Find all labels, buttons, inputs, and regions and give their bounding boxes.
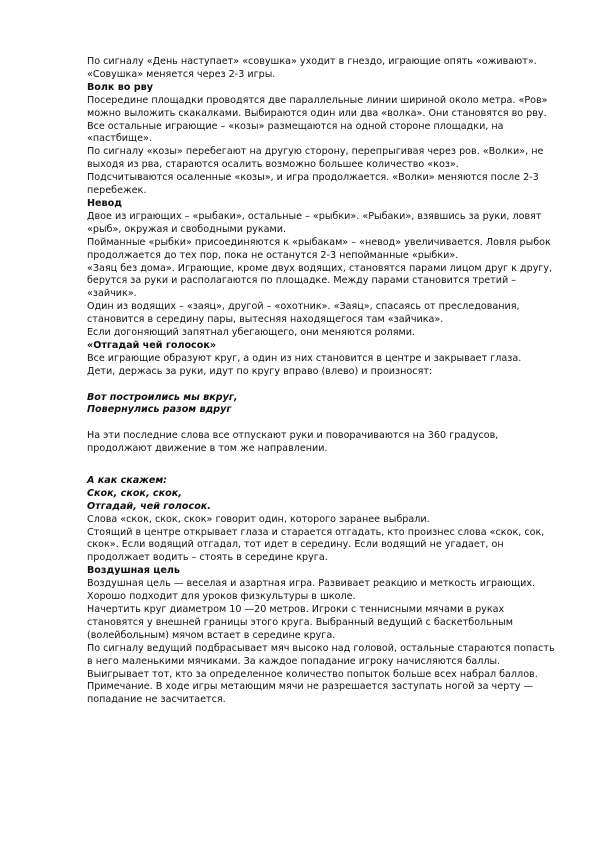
paragraph-hare-setup: «Заяц без дома». Играющие, кроме двух водящих, становятся парами лицом друг к другу, берутся за руки и располагаются по площадке. Между парами становится третий – «зайчик».	[87, 262, 553, 300]
heading-air-target: Воздушная цель	[87, 565, 180, 577]
spacer	[87, 379, 557, 392]
paragraph-hare-roles: Если догоняющий запятнал убегающего, они меняются ролями.	[87, 327, 415, 339]
poem-line-3: А как скажем:	[87, 474, 168, 486]
document-page	[87, 56, 557, 707]
paragraph-wolf-signal: По сигналу «козы» перебегают на другую сторону, перепрыгивая через ров. «Волки», не выходя из рва, стараются осалить возможно большее количество «коз».	[87, 146, 544, 171]
paragraph-wolf-count: Подсчитываются осаленные «козы», и игра продолжается. «Волки» меняются после 2-3 перебежек.	[87, 172, 539, 197]
poem-line-1: Вот построились мы вкруг,	[87, 391, 238, 403]
paragraph-voice-circle: Все играющие образуют круг, а один из них становится в центре и закрывает глаза.	[87, 352, 522, 364]
heading-net: Невод	[87, 197, 122, 209]
paragraph-air-intro: Воздушная цель — веселая и азартная игра. Развивает реакцию и меткость играющих. Хорошо подходит для уроков физкультуры в школе.	[87, 578, 536, 603]
paragraph-voice-guess: Стоящий в центре открывает глаза и старается отгадать, кто произнес слова «скок, сок, скок». Если водящий отгадал, тот идет в середину. Если водящий не угадает, он продолжает водить – стоять в середине круга.	[87, 526, 545, 564]
heading-wolf-in-ditch: Волк во рву	[87, 81, 153, 93]
paragraph-voice-words: Слова «скок, скок, скок» говорит один, которого заранее выбрали.	[87, 513, 430, 525]
paragraph-air-note: Примечание. В ходе игры метающим мячи не разрешается заступать ногой за черту — попадание не засчитается.	[87, 681, 534, 706]
paragraph-owl-rule: По сигналу «День наступает» «совушка» уходит в гнездо, играющие опять «оживают». «Совушка» меняется через 2-3 игры.	[87, 56, 537, 80]
paragraph-air-winner: Выигрывает тот, кто за определенное количество попыток больше всех набрал баллов.	[87, 668, 538, 680]
poem-line-2: Повернулись разом вдруг	[87, 404, 232, 416]
paragraph-air-setup: Начертить круг диаметром 10 —20 метров. Игроки с теннисными мячами в руках становятся у внешней границы этого круга. Выбранный ведущий с баскетбольным (волейбольным) мячом встает в середине круга.	[87, 604, 513, 641]
paragraph-voice-turn: На эти последние слова все отпускают руки и поворачиваются на 360 градусов, продолжают движение в том же направлении.	[87, 430, 499, 455]
paragraph-air-signal: По сигналу ведущий подбрасывает мяч высоко над головой, остальные стараются попасть в него маленькими мячиками. За каждое попадание игроку начисляются баллы.	[87, 642, 555, 667]
paragraph-wolf-setup: Посередине площадки проводятся две параллельные линии шириной около метра. «Ров» можно выложить скакалками. Выбираются один или два «волка». Они становятся во рву. Все остальные играющие – «козы» размещаются на одной стороне площадки, на «пастбище».	[87, 94, 548, 145]
paragraph-net-caught: Пойманные «рыбки» присоединяются к «рыбакам» – «невод» увеличивается. Ловля рыбок продолжается до тех пор, пока не останутся 2-3 непойманные «рыбки».	[87, 236, 551, 261]
spacer	[87, 417, 557, 430]
paragraph-hare-chase: Один из водящих – «заяц», другой – «охотник». «Заяц», спасаясь от преследования, становится в середину пары, вытесняя находящегося там «зайчика».	[87, 301, 520, 326]
paragraph-net-setup: Двое из играющих – «рыбаки», остальные – «рыбки». «Рыбаки», взявшись за руки, ловят «рыб», окружая и свободными руками.	[87, 210, 542, 235]
spacer	[87, 456, 557, 469]
poem-line-5: Отгадай, чей голосок.	[87, 500, 211, 512]
heading-guess-voice: «Отгадай чей голосок»	[87, 339, 217, 351]
poem-line-4: Скок, скок, скок,	[87, 487, 182, 499]
paragraph-voice-walk: Дети, держась за руки, идут по кругу вправо (влево) и произносят:	[87, 365, 433, 377]
